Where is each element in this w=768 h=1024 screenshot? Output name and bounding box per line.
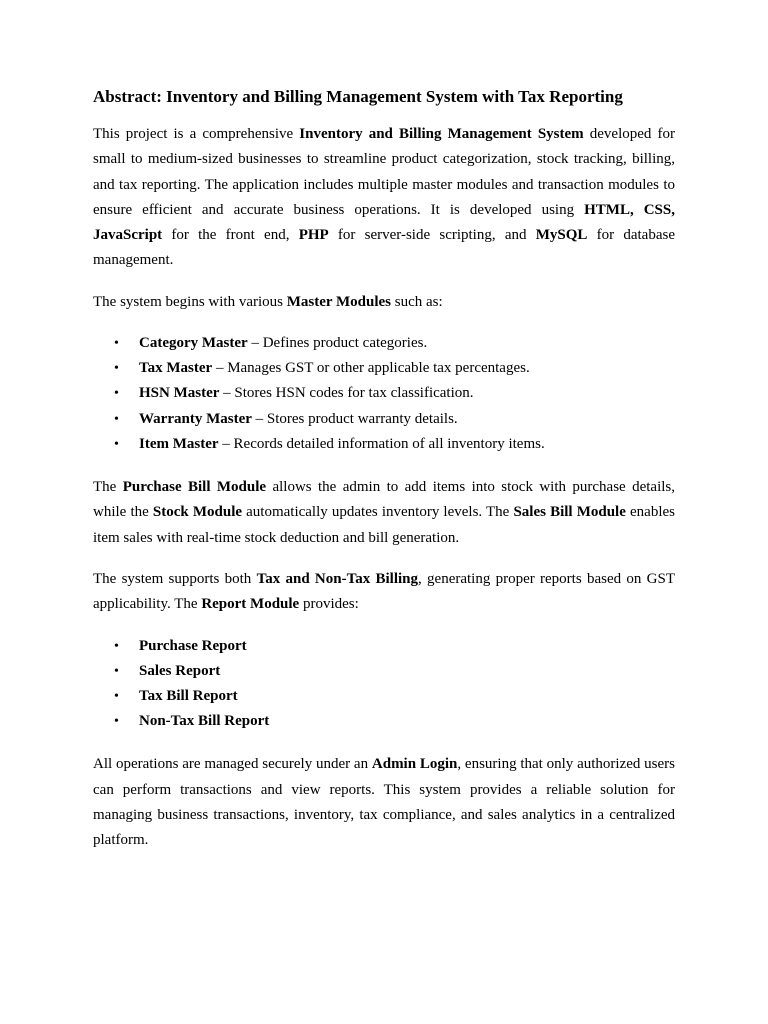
- bullet-icon: •: [114, 714, 119, 730]
- master-modules-list: [93, 331, 675, 457]
- list-item: • Tax Master – Manages GST or other applicable tax percentages.: [93, 356, 675, 381]
- bullet-icon: •: [114, 638, 119, 654]
- master-modules-intro: The system begins with various Master Modules such as:: [93, 293, 443, 310]
- list-item: • Purchase Report: [93, 634, 675, 659]
- bullet-icon: •: [114, 336, 119, 352]
- billing-paragraph: The system supports both Tax and Non-Tax Billing, generating proper reports based on GST applicability. The Report Module provides:: [93, 570, 675, 613]
- document-page: [93, 86, 675, 870]
- list-item: • HSN Master – Stores HSN codes for tax classification.: [93, 381, 675, 406]
- list-item: • Sales Report: [93, 659, 675, 684]
- bullet-icon: •: [114, 436, 119, 452]
- list-item: • Non-Tax Bill Report: [93, 709, 675, 734]
- bullet-icon: •: [114, 688, 119, 704]
- bullet-icon: •: [114, 361, 119, 377]
- bullet-icon: •: [114, 411, 119, 427]
- document-title: Abstract: Inventory and Billing Management System with Tax Reporting: [93, 87, 623, 106]
- list-item: • Item Master – Records detailed information of all inventory items.: [93, 432, 675, 457]
- bullet-icon: •: [114, 663, 119, 679]
- transaction-modules-paragraph: The Purchase Bill Module allows the admin to add items into stock with purchase details, while the Stock Module automatically updates inventory levels. The Sales Bill Module enables item sales with real-time stock deduction and bill generation.: [93, 479, 676, 546]
- bullet-icon: •: [114, 386, 119, 402]
- list-item: • Tax Bill Report: [93, 684, 675, 709]
- intro-paragraph: This project is a comprehensive Inventory and Billing Management System developed for small to medium-sized businesses to streamline product categorization, stock tracking, billing, and tax reporting. The application includes multiple master modules and transaction modules to ensure efficient and accurate business operations. It is developed using HTML, CSS, JavaScript for the front end, PHP for server-side scripting, and MySQL for database management.: [93, 126, 675, 269]
- list-item: • Category Master – Defines product categories.: [93, 331, 675, 356]
- security-paragraph: All operations are managed securely under an Admin Login, ensuring that only authorized users can perform transactions and view reports. This system provides a reliable solution for managing business transactions, inventory, tax compliance, and sales analytics in a centralized platform.: [93, 756, 675, 849]
- list-item: • Warranty Master – Stores product warranty details.: [93, 407, 675, 432]
- reports-list: [93, 634, 675, 735]
